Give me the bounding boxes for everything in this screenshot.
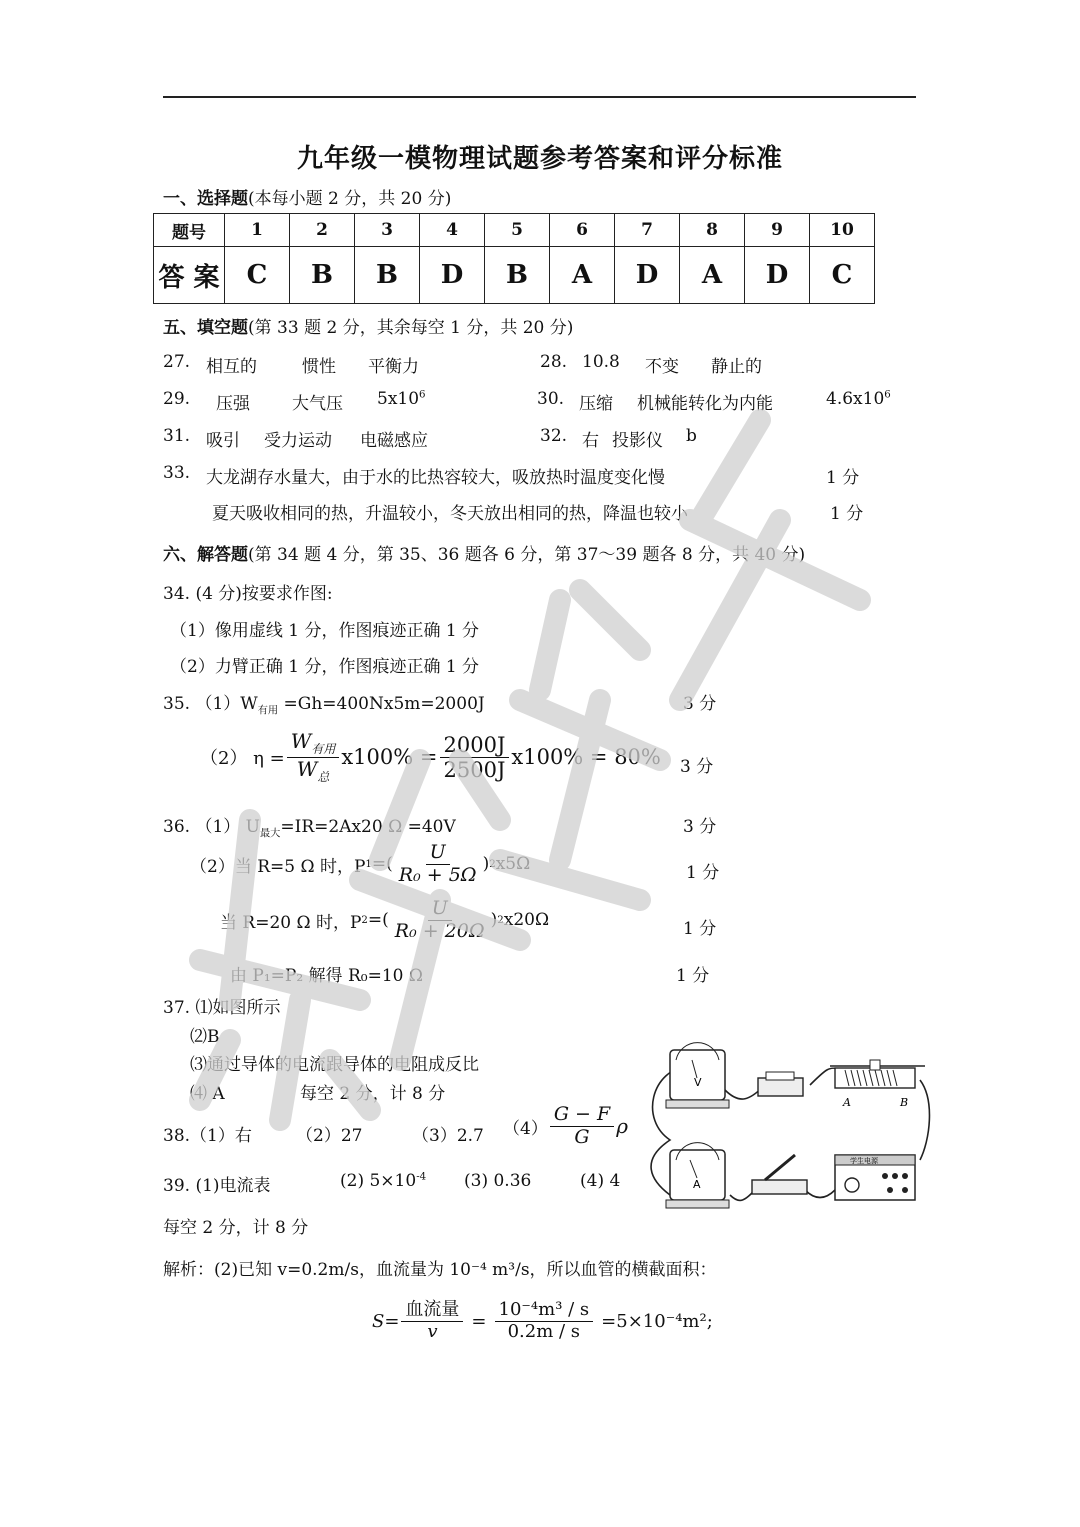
q35-l2-pre: （2） η = [200,748,285,770]
voltmeter-label: V [694,1076,702,1089]
q36-l3-den: R₀ + 20Ω [394,919,485,942]
q29-a2: 大气压 [292,394,343,414]
table-answer: B [290,247,355,304]
q36-l2-tail: x5Ω [495,854,531,875]
q36-l3-eq: =( [367,910,389,931]
rheostat-icon [830,1060,925,1088]
q36-score3: 1 分 [683,919,717,939]
q33-line2: 夏天吸收相同的热，升温较小，冬天放出相同的热，降温也较小 [212,504,688,524]
table-number: 5 [485,214,550,247]
analysis-d2: 0.2m / s [507,1320,581,1342]
q35-wden-sub: 总 [317,769,330,784]
q32-num: 32. [540,426,568,446]
q36-l2-num: U [426,842,450,865]
q33-score1: 1 分 [826,468,860,488]
analysis-frac1 [401,1300,463,1342]
analysis-eq: = [471,1310,487,1332]
table-answer: D [420,247,485,304]
q31-a3: 电磁感应 [360,431,428,451]
table-answer: B [355,247,420,304]
analysis-frac2 [495,1300,594,1342]
q36-line4: 由 P₁=P₂ 解得 R₀=10 Ω [230,966,423,986]
q36-l1-post: =IR=2Ax20 Ω =40V [280,817,456,837]
analysis-formula [372,1300,713,1342]
q36-l3-exp: 2 [497,914,504,926]
q33-line1: 大龙湖存水量大，由于水的比热容较大，吸放热时温度变化慢 [206,468,665,488]
q35-score1: 3 分 [683,694,717,714]
table-number: 3 [355,214,420,247]
q36-l2-eq: =( [371,854,393,875]
q38-rho: ρ [616,1114,628,1139]
table-number: 1 [225,214,290,247]
section-fill [163,313,573,338]
ammeter-icon [666,1143,729,1208]
q36-l3-post: ) [490,910,498,931]
section-solve-note: (第 34 题 4 分，第 35、36 题各 6 分，第 37～39 题各 8 分，共 40 分) [248,545,806,565]
q37-line2: ⑵B [190,1027,220,1047]
analysis-s: S= [372,1310,400,1332]
table-number: 7 [615,214,680,247]
q29-a3 [377,389,426,409]
q31-a2: 受力运动 [264,431,332,451]
q35-mid: x100% = [341,745,438,770]
q39-score: 每空 2 分，计 8 分 [163,1218,309,1238]
table-answer: A [550,247,615,304]
q28-a2: 不变 [645,357,679,377]
q27-num: 27. [163,352,191,372]
rheostat-a-label: A [843,1096,851,1109]
q36-l2-exp: 2 [489,858,496,870]
q36-line2 [190,842,530,887]
q37-line1: 37. ⑴如图所示 [163,998,281,1018]
q29-a3-exp: 6 [419,389,426,401]
q34-line0: 34. (4 分)按要求作图: [163,584,333,604]
q38-fraction [550,1104,614,1149]
table-number: 10 [810,214,875,247]
knife-switch-icon [752,1155,807,1194]
q39-a2-base: (2) 5×10 [340,1171,417,1191]
q38-pre: 38.（1）右 [163,1126,252,1146]
wire-right [920,1080,929,1160]
q28-a1: 10.8 [582,352,620,372]
section-fill-head: 五、填空题 [163,318,248,338]
q36-l2-post: ) [482,854,490,875]
q36-l3-pre: 当 R=20 Ω 时，P [220,912,362,933]
page-title: 九年级一模物理试题参考答案和评分标准 [296,144,783,174]
analysis-text: 解析：(2)已知 v=0.2m/s，血流量为 10⁻⁴ m³/s，所以血管的横截面积： [163,1260,717,1280]
q36-l3-tail: x20Ω [503,910,550,931]
table-answer: D [745,247,810,304]
table-number: 4 [420,214,485,247]
analysis-end: =5×10⁻⁴m²; [601,1310,713,1332]
q34-line2: （2）力臂正确 1 分，作图痕迹正确 1 分 [170,657,480,677]
q36-l1-sub: 最大 [260,828,281,840]
q30-a3 [826,389,891,409]
table-answer-label: 答 案 [154,247,225,304]
q29-a3-base: 5x10 [377,389,420,409]
q30-a2: 机械能转化为内能 [637,394,773,414]
q36-l3-sub: 2 [361,914,368,926]
q35-l1-sub: 有用 [257,705,279,717]
q37-line3: ⑶通过导体的电流跟导体的电阻成反比 [190,1055,479,1075]
q37-line4b: 每空 2 分，计 8 分 [300,1084,446,1104]
table-answer: C [810,247,875,304]
q36-l2-den: R₀ + 5Ω [398,863,477,886]
q36-line3 [220,898,549,943]
q30-a3-exp: 6 [884,389,891,401]
q35-end: x100% = 80% [511,745,661,770]
answer-table [153,213,875,304]
q32-a1: 右 [582,431,599,451]
ammeter-label: A [693,1178,701,1191]
q36-l2-sub: 1 [365,858,372,870]
q39-a3: (3) 0.36 [464,1171,532,1191]
q33-num: 33. [163,463,191,483]
section-choice-head: 一、选择题 [163,189,248,209]
q38-a4-label: （4） [503,1118,548,1139]
q39-a2-exp: -4 [416,1171,427,1183]
table-answer: A [680,247,745,304]
q36-l1-pre: 36. （1） U [163,817,260,837]
q27-a3: 平衡力 [368,357,419,377]
q35-line1 [163,689,485,716]
q30-a3-base: 4.6x10 [826,389,885,409]
q30-a1: 压缩 [579,394,613,414]
q30-num: 30. [537,389,565,409]
q38-a3: （3）2.7 [412,1126,484,1146]
q35-l1-post: =Gh=400Nx5m=2000J [278,694,485,714]
q36-p1-fraction [395,842,481,887]
q35-eff-den [293,758,334,785]
q35-wnum: W [290,729,312,753]
q33-score2: 1 分 [830,504,864,524]
table-answer: D [615,247,680,304]
q29-num: 29. [163,389,191,409]
q32-a2: 投影仪 [612,431,663,451]
q38-num: G − F [550,1104,614,1127]
q38-a4 [503,1104,628,1149]
analysis-n1: 血流量 [401,1300,463,1322]
q39-a4: (4) 4 [580,1171,621,1191]
q39-a2 [340,1171,426,1191]
table-header-label: 题号 [154,214,225,247]
rheostat-b-label: B [900,1096,909,1109]
q36-l2-pre: （2）当 R=5 Ω 时，P [190,856,366,877]
q35-wnum-sub: 有用 [311,742,336,756]
q36-score1: 3 分 [683,817,717,837]
q35-eff-num [287,730,340,758]
section-choice-note: (本每小题 2 分，共 20 分) [248,189,452,209]
power-supply-label: 学生电源 [850,1157,878,1165]
q39-pre: 39. (1)电流表 [163,1176,271,1196]
q35-l1-pre: 35. （1）W [163,694,258,714]
q32-a3: b [686,426,697,446]
q31-num: 31. [163,426,191,446]
q38-a2: （2）27 [296,1126,363,1146]
table-number: 9 [745,214,810,247]
wire-am-switch [730,1190,755,1200]
table-number: 8 [680,214,745,247]
wire-switch-power [805,1190,835,1198]
circuit-diagram [630,1030,940,1220]
q36-l3-num: U [428,898,452,921]
q27-a2: 惯性 [302,357,336,377]
q34-line1: （1）像用虚线 1 分，作图痕迹正确 1 分 [170,621,480,641]
section-fill-note: (第 33 题 2 分，其余每空 1 分，共 20 分) [248,318,574,338]
q36-line1 [163,812,456,839]
q36-score2: 1 分 [686,863,720,883]
section-choice [163,184,451,209]
q28-a3: 静止的 [711,357,762,377]
section-solve [163,540,805,565]
switch-top-icon [758,1072,803,1096]
q35-d2: 2500J [443,757,506,782]
q35-eff-fraction [287,730,340,785]
table-answer: B [485,247,550,304]
q36-score4: 1 分 [676,966,710,986]
analysis-n2: 10⁻⁴m³ / s [495,1300,594,1322]
section-solve-head: 六、解答题 [163,545,248,565]
q35-wden: W [296,756,318,781]
top-rule [163,96,916,98]
q31-a1: 吸引 [206,431,240,451]
q28-num: 28. [540,352,568,372]
table-number: 6 [550,214,615,247]
q37-line4a: ⑷ A [190,1084,225,1104]
q35-line2 [200,730,661,785]
q35-value-fraction [440,733,510,782]
q36-p2-fraction [391,898,489,943]
q35-score2: 3 分 [680,757,714,777]
analysis-d1: v [427,1320,438,1342]
q27-a1: 相互的 [206,357,257,377]
q29-a1: 压强 [216,394,250,414]
table-answer: C [225,247,290,304]
q38-den: G [574,1125,590,1148]
table-number: 2 [290,214,355,247]
q35-n2: 2000J [440,733,510,758]
